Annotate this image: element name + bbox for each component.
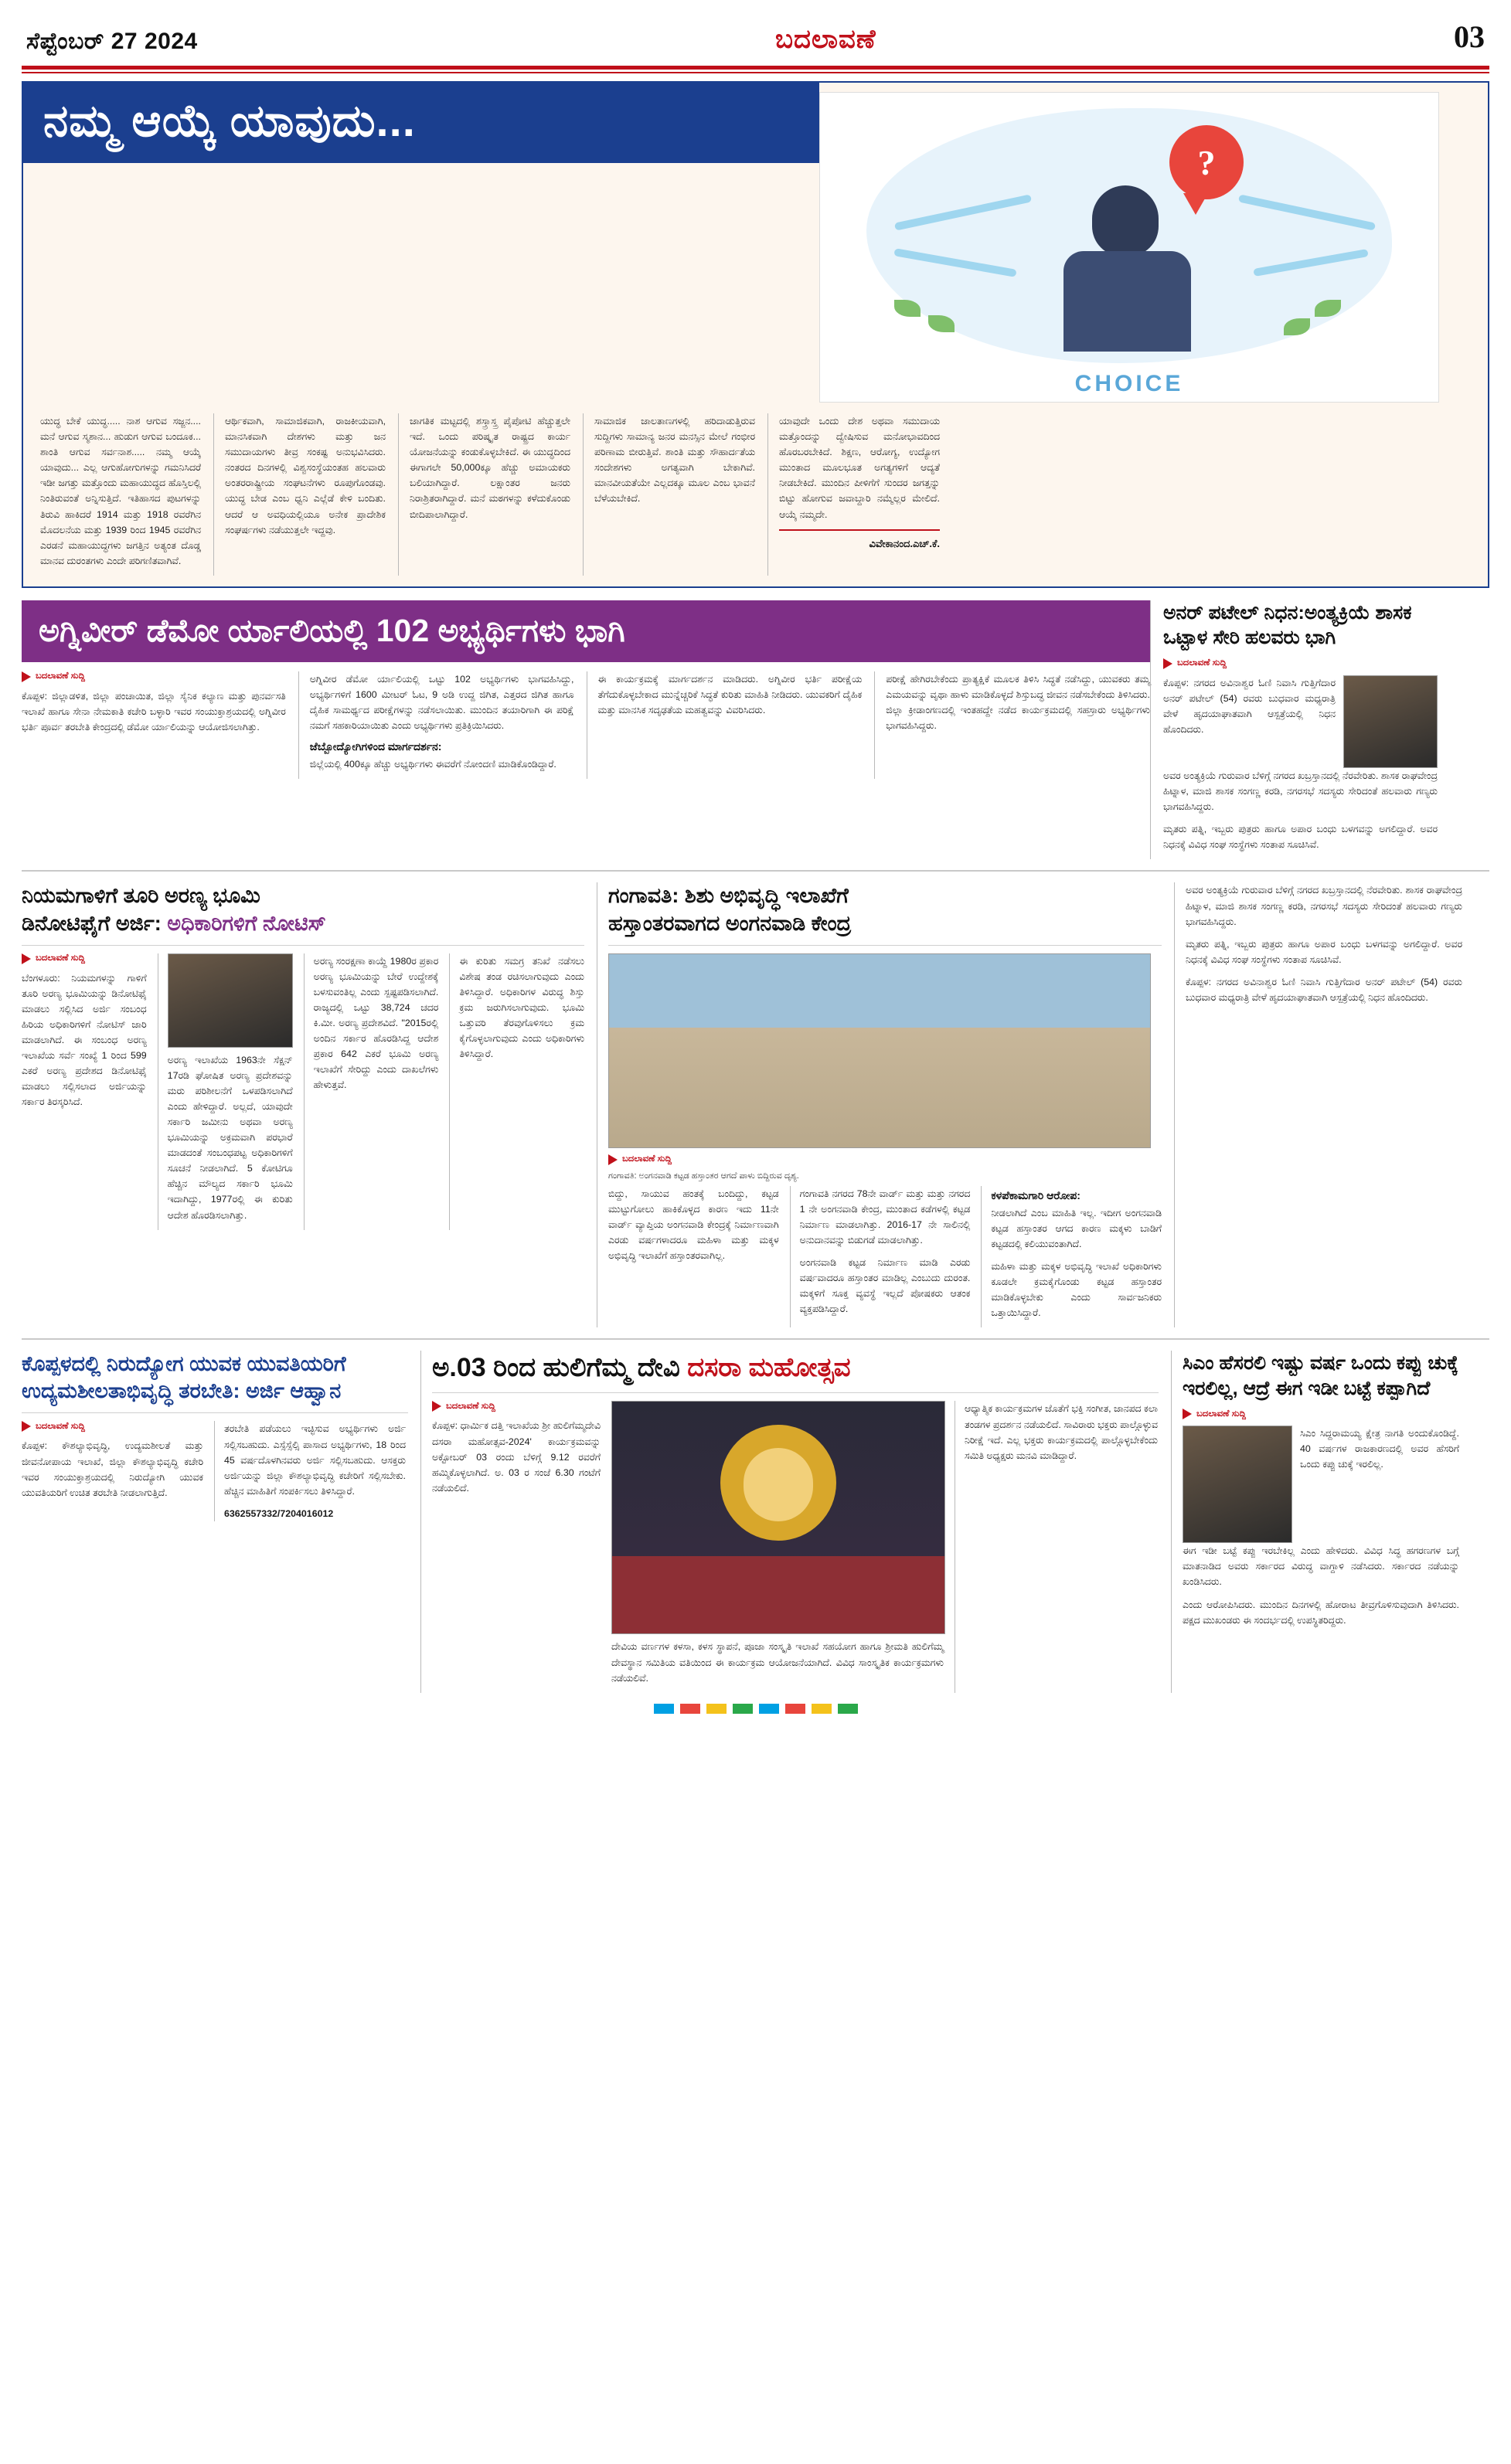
- forest-rule: [22, 945, 584, 946]
- cm-text-1: ಸಿಎಂ ಸಿದ್ದರಾಮಯ್ಯ ಕ್ಷೇತ್ರ ನಾಗತಿ ಅಂದುಕೊಂಡಿದ್ದೆ. 40 ವರ್ಷಗಳ ರಾಜಕಾರಣದಲ್ಲಿ ಅವರ ಹೆಸರಿಗೆ ಒಂದು ಕಪ್ಪು ಚುಕ್ಕೆ ಇರಲಿಲ್ಲ.: [1300, 1428, 1459, 1470]
- training-phone: 6362557332/7204016012: [224, 1507, 334, 1519]
- dasara-col-3-text: ಆಧ್ಯಾತ್ಮಿಕ ಕಾರ್ಯಕ್ರಮಗಳ ಜೊತೆಗೆ ಭಕ್ತಿ ಸಂಗೀತ, ಜಾನಪದ ಕಲಾ ತಂಡಗಳ ಪ್ರದರ್ಶನ ನಡೆಯಲಿದೆ. ಸಾವಿರಾರು ಭಕ್ತರು ಪಾಲ್ಗೊಳ್ಳುವ ನಿರೀಕ್ಷೆ ಇದೆ. ಎಲ್ಲ ಭಕ್ತರು ಕಾರ್ಯಕ್ರಮದಲ್ಲಿ ಪಾಲ್ಗೊಳ್ಳಬೇಕೆಂದು ಸಮಿತಿ ಅಧ್ಯಕ್ಷರು ಮನವಿ ಮಾಡಿದ್ದಾರೆ.: [965, 1403, 1158, 1461]
- byline-triangle-icon: [608, 1154, 618, 1165]
- lead-col-5: [767, 413, 940, 576]
- training-col-1-text: ಕೊಪ್ಪಳ: ಕೌಶಲ್ಯಾಭಿವೃದ್ಧಿ, ಉದ್ಯಮಶೀಲತೆ ಮತ್ತು ಜೀವನೋಪಾಯ ಇಲಾಖೆ, ಜಿಲ್ಲಾ ಕೌಶಲ್ಯಾಭಿವೃದ್ಧಿ ಕಚೇರಿ ಇವರ ಸಂಯುಕ್ತಾಶ್ರಯದಲ್ಲಿ ನಿರುದ್ಯೋಗಿ ಯುವಕ ಯುವತಿಯರಿಗೆ ಉಚಿತ ತರಬೇತಿ ನೀಡಲಾಗುತ್ತಿದೆ.: [22, 1440, 203, 1498]
- anar-patel-byline: [1163, 658, 1438, 669]
- forest-headline-line2: [22, 910, 584, 937]
- dasara-story: [420, 1351, 1159, 1692]
- agniveer-col-2: [298, 671, 574, 779]
- right-rail-text-3: ಕೊಪ್ಪಳ: ನಗರದ ಅವಿನಾಶ್ವರ ಓಣಿ ನಿವಾಸಿ ಗುತ್ತಿಗೆದಾರ ಅನರ್ ಪಟೇಲ್ (54) ರವರು ಬುಧವಾರ ಮಧ್ಯರಾತ್ರಿ ವೇಳೆ ಹೃದಯಾಘಾತವಾಗಿ ಆಸ್ಪತ್ರೆಯಲ್ಲಿ ನಿಧನ ಹೊಂದಿದರು.: [1186, 976, 1462, 1003]
- forest-col-4-text: ಈ ಕುರಿತು ಸಮಗ್ರ ತನಿಖೆ ನಡೆಸಲು ವಿಶೇಷ ತಂಡ ರಚಿಸಲಾಗುವುದು ಎಂದು ತಿಳಿಸಿದ್ದಾರೆ. ಅಧಿಕಾರಿಗಳ ವಿರುದ್ಧ ಶಿಸ್ತು ಕ್ರಮ ಜರುಗಿಸಲಾಗುವುದು. ಭೂಮಿ ಒತ್ತುವರಿ ತೆರವುಗೊಳಿಸಲು ಕ್ರಮ ಕೈಗೊಳ್ಳಲಾಗುವುದು ಎಂದು ಅಧಿಕಾರಿಗಳು ತಿಳಿಸಿದ್ದಾರೆ.: [459, 955, 585, 1060]
- forest-story: [22, 882, 584, 1327]
- agniveer-col-3-text: ಈ ಕಾರ್ಯಕ್ರಮಕ್ಕೆ ಮಾರ್ಗದರ್ಶನ ಮಾಡಿದರು. ಅಗ್ನಿವೀರ ಭರ್ತಿ ಪರೀಕ್ಷೆಯ ತೆಗೆದುಕೊಳ್ಳಬೇಕಾದ ಮುನ್ನೆಚ್ಚರಿಕೆ ಸಿದ್ಧತೆ ಕುರಿತು ಮಾಹಿತಿ ನೀಡಿದರು. ಯುವಕರಿಗೆ ದೈಹಿಕ ಮತ್ತು ಮಾನಸಿಕ ಸದೃಢತೆಯ ಮಹತ್ವವನ್ನು ವಿವರಿಸಿದರು.: [597, 673, 863, 716]
- lead-columns: [23, 403, 1488, 576]
- masthead-date: ಸೆಪ್ಟೆಂಬರ್ 27 2024: [26, 29, 198, 54]
- cm-text-2: ಈಗ ಇಡೀ ಬಟ್ಟೆ ಕಪ್ಪು ಇರಬೇಕಿಲ್ಲ ಎಂದು ಹೇಳಿದರು. ವಿವಿಧ ಸಿದ್ಧ ಹಗರಣಗಳ ಬಗ್ಗೆ ಮಾತನಾಡಿದ ಅವರು ಸರ್ಕಾರದ ವಿರುದ್ಧ ವಾಗ್ದಾಳಿ ನಡೆಸಿದರು. ಸರ್ಕಾರದ ನಡೆಯನ್ನು ಖಂಡಿಸಿದರು.: [1183, 1545, 1459, 1588]
- anganwadi-col-3: [981, 1186, 1162, 1328]
- footer-color-chip: [654, 1704, 674, 1714]
- cm-story: [1171, 1351, 1459, 1692]
- dasara-col-1-text: ಕೊಪ್ಪಳ: ಧಾರ್ಮಿಕ ದತ್ತಿ ಇಲಾಖೆಯ ಶ್ರೀ ಹುಲಿಗೆಮ್ಮದೇವಿ ದಸರಾ ಮಹೋತ್ಸವ-2024' ಕಾರ್ಯಕ್ರಮವನ್ನು ಅಕ್ಟೋಬರ್ 03 ರಂದು ಬೆಳಿಗ್ಗೆ 9.12 ರವರೆಗೆ ಹಮ್ಮಿಕೊಳ್ಳಲಾಗಿದೆ. ಅ. 03 ರ ಸಂಜೆ 6.30 ಗಂಟೆಗೆ ನಡೆಯಲಿದೆ.: [432, 1420, 601, 1494]
- anar-patel-headline: ಅನರ್ ಪಟೇಲ್ ನಿಧನ:ಅಂತ್ಯಕ್ರಿಯೆ ಶಾಸಕ ಒಟ್ಟಾಳ ಸೇರಿ ಹಲವರು ಭಾಗಿ: [1163, 601, 1412, 649]
- byline-label: ಬದಲಾವಣೆ ಸುದ್ದಿ: [1196, 1409, 1246, 1419]
- cm-text-3: ಎಂದು ಆರೋಪಿಸಿದರು. ಮುಂದಿನ ದಿನಗಳಲ್ಲಿ ಹೋರಾಟ ತೀವ್ರಗೊಳಿಸುವುದಾಗಿ ತಿಳಿಸಿದರು. ಪಕ್ಷದ ಮುಖಂಡರು ಈ ಸಂದರ್ಭದಲ್ಲಿ ಉಪಸ್ಥಿತರಿದ್ದರು.: [1183, 1599, 1459, 1626]
- dasara-headline: [432, 1351, 1159, 1385]
- forest-col-3-text: ಅರಣ್ಯ ಸಂರಕ್ಷಣಾ ಕಾಯ್ದೆ 1980ರ ಪ್ರಕಾರ ಅರಣ್ಯ ಭೂಮಿಯನ್ನು ಬೇರೆ ಉದ್ದೇಶಕ್ಕೆ ಬಳಸುವಂತಿಲ್ಲ ಎಂದು ಸ್ಪಷ್ಟಪಡಿಸಲಾಗಿದೆ. ರಾಜ್ಯದಲ್ಲಿ ಒಟ್ಟು 38,724 ಚದರ ಕಿ.ಮೀ. ಅರಣ್ಯ ಪ್ರದೇಶವಿದೆ. "2015ರಲ್ಲಿ ಅಂದಿನ ಸರ್ಕಾರ ಹೊರಡಿಸಿದ್ದ ಆದೇಶ ಪ್ರಕಾರ 642 ಎಕರೆ ಭೂಮಿ ಅರಣ್ಯ ಇಲಾಖೆಗೆ ಸೇರಿದ್ದು ಎಂದು ದಾಖಲೆಗಳು ಹೇಳುತ್ತವೆ.: [313, 955, 439, 1091]
- lead-col-3: [398, 413, 570, 576]
- anganwadi-col-5-text: ಮಹಿಳಾ ಮತ್ತು ಮಕ್ಕಳ ಅಭಿವೃದ್ಧಿ ಇಲಾಖೆ ಅಧಿಕಾರಿಗಳು ಕೂಡಲೇ ಕ್ರಮಕೈಗೊಂಡು ಕಟ್ಟಡ ಹಸ್ತಾಂತರ ಮಾಡಿಕೊಳ್ಳಬೇಕು ಎಂದು ಸಾರ್ವಜನಿಕರು ಒತ್ತಾಯಿಸಿದ್ದಾರೆ.: [991, 1260, 1162, 1319]
- dasara-col-3: [955, 1401, 1158, 1692]
- agniveer-col-4: [874, 671, 1150, 779]
- anganwadi-headline-line2: ಹಸ್ತಾಂತರವಾಗದ ಅಂಗನವಾಡಿ ಕೇಂದ್ರ: [608, 911, 852, 935]
- forest-headline-l2b: ಅಧಿಕಾರಿಗಳಿಗೆ ನೋಟಿಸ್: [167, 911, 326, 935]
- anganwadi-rule: [608, 945, 1162, 946]
- lead-illustration: ? CHOICE: [819, 92, 1439, 403]
- right-rail: [1150, 600, 1438, 859]
- agniveer-col-3: [587, 671, 863, 779]
- anganwadi-col-3-text: ಅಂಗನವಾಡಿ ಕಟ್ಟಡ ನಿರ್ಮಾಣ ಮಾಡಿ ಎರಡು ವರ್ಷವಾದರೂ ಹಸ್ತಾಂತರ ಮಾಡಿಲ್ಲ ಎಂಬುದು ದುರಂತ. ಮಕ್ಕಳಿಗೆ ಸೂಕ್ತ ವ್ಯವಸ್ಥೆ ಇಲ್ಲದೆ ಪೋಷಕರು ಆತಂಕ ವ್ಯಕ್ತಪಡಿಸಿದ್ದಾರೆ.: [799, 1256, 971, 1315]
- lead-col-5-text: ಯಾವುದೇ ಒಂದು ದೇಶ ಅಥವಾ ಸಮುದಾಯ ಮತ್ತೊಂದನ್ನು ದ್ವೇಷಿಸುವ ಮನೋಭಾವದಿಂದ ಹೊರಬರಬೇಕಿದೆ. ಶಿಕ್ಷಣ, ಆರೋಗ್ಯ, ಉದ್ಯೋಗ ಮುಂತಾದ ಮೂಲಭೂತ ಅಗತ್ಯಗಳಿಗೆ ಆದ್ಯತೆ ನೀಡಬೇಕಿದೆ. ಮುಂದಿನ ಪೀಳಿಗೆಗೆ ಸುಂದರ ಜಗತ್ತನ್ನು ಬಿಟ್ಟು ಹೋಗುವ ಜವಾಬ್ದಾರಿ ನಮ್ಮೆಲ್ಲರ ಮೇಲಿದೆ. ಆಯ್ಕೆ ನಮ್ಮದೇ.: [779, 416, 940, 520]
- section-divider-1: [22, 870, 1489, 872]
- cm-headline: ಸಿಎಂ ಹೆಸರಲಿ ಇಷ್ಟು ವರ್ಷ ಒಂದು ಕಪ್ಪು ಚುಕ್ಕೆ ಇರಲಿಲ್ಲ, ಆದ್ರೆ ಈಗ ಇಡೀ ಬಟ್ಟೆ ಕಪ್ಪಾಗಿದೆ: [1183, 1352, 1458, 1399]
- dasara-byline: [432, 1401, 601, 1412]
- cm-photo: [1183, 1426, 1292, 1543]
- lead-col-2: [213, 413, 386, 576]
- lead-col-4: [583, 413, 755, 576]
- masthead-title: ಬದಲಾವಣೆ: [775, 25, 876, 54]
- forest-official-photo: [168, 953, 293, 1048]
- anganwadi-sub-head: ಕಳಪೆಕಾಮಗಾರಿ ಆರೋಪ:: [991, 1188, 1081, 1201]
- training-rule: [22, 1412, 408, 1413]
- footer-color-chip: [706, 1704, 727, 1714]
- credit-rule: [779, 529, 940, 531]
- training-col-2: [214, 1421, 406, 1521]
- agniveer-col-1-text: ಕೊಪ್ಪಳ: ಜಿಲ್ಲಾಡಳಿತ, ಜಿಲ್ಲಾ ಪಂಚಾಯಿತ, ಜಿಲ್ಲಾ ಸೈನಿಕ ಕಲ್ಯಾಣ ಮತ್ತು ಪುನರ್ವಸತಿ ಇಲಾಖೆ ಹಾಗೂ ಸೇನಾ ನೇಮಕಾತಿ ಕಚೇರಿ ಬಳ್ಳಾರಿ ಇವರ ಸಂಯುಕ್ತಾಶ್ರಯದಲ್ಲಿ ಅಗ್ನಿವೀರ ಭರ್ತಿ ಪೂರ್ವ ತರಬೇತಿ ಕೇಂದ್ರದಲ್ಲಿ ಡೆಮೋ ರ್ಯಾಲಿಯನ್ನು ಆಯೋಜಿಸಲಾಗಿತ್ತು.: [22, 690, 286, 733]
- footer-color-chip: [759, 1704, 779, 1714]
- forest-col-1-text: ಬೆಂಗಳೂರು: ನಿಯಮಗಳನ್ನು ಗಾಳಿಗೆ ತೂರಿ ಅರಣ್ಯ ಭೂಮಿಯನ್ನು ಡಿನೋಟಿಫೈ ಮಾಡಲು ಸಲ್ಲಿಸಿದ ಅರ್ಜಿ ಸಂಬಂಧ ಹಿರಿಯ ಅಧಿಕಾರಿಗಳಿಗೆ ನೋಟಿಸ್ ಜಾರಿ ಮಾಡಲಾಗಿದೆ. ಈ ಸಂಬಂಧ ಅರಣ್ಯ ಇಲಾಖೆಯ ಸರ್ವೆ ಸಂಖ್ಯೆ 1 ರಿಂದ 599 ಎಕರೆ ಅರಣ್ಯ ಪ್ರದೇಶದ ಡಿನೋಟಿಫೈ ಮಾಡಲು ಸಲ್ಲಿಸಲಾದ ಅರ್ಜಿಯನ್ನು ಸರ್ಕಾರ ತಿರಸ್ಕರಿಸಿದೆ.: [22, 972, 147, 1108]
- forest-headline-line1: ನಿಯಮಗಾಳಿಗೆ ತೂರಿ ಅರಣ್ಯ ಭೂಮಿ: [22, 884, 260, 908]
- footer-color-chip: [838, 1704, 858, 1714]
- agniveer-col-2-text: ಅಗ್ನಿವೀರ ಡೆಮೋ ರ್ಯಾಲಿಯಲ್ಲಿ ಒಟ್ಟು 102 ಅಭ್ಯರ್ಥಿಗಳು ಭಾಗವಹಿಸಿದ್ದು, ಅಭ್ಯರ್ಥಿಗಳಿಗೆ 1600 ಮೀಟರ್ ಓಟ, 9 ಅಡಿ ಉದ್ದ ಜಿಗಿತ, ಎತ್ತರದ ಜಿಗಿತ ಹಾಗೂ ದೈಹಿಕ ಸಾಮರ್ಥ್ಯದ ಪರೀಕ್ಷೆಗಳನ್ನು ನಡೆಸಲಾಯಿತು. ಮುಂದಿನ ತಯಾರಿಗಾಗಿ ಈ ಪರಿಕ್ಷೆ ನಮಗೆ ಸಹಕಾರಿಯಾಯಿತು ಎಂದು ಅಭ್ಯರ್ಥಿಗಳು ಪ್ರತಿಕ್ರಿಯಿಸಿದರು.: [309, 673, 574, 732]
- section-divider-2: [22, 1338, 1489, 1340]
- dasara-rule: [432, 1392, 1159, 1393]
- lead-headline: ನಮ್ಮ ಆಯ್ಕೆ ಯಾವುದು...: [23, 83, 819, 163]
- lead-story: [22, 81, 1489, 588]
- dasara-headline-a: ಅ.03 ರಿಂದ ಹುಲಿಗೆಮ್ಮ ದೇವಿ: [432, 1353, 680, 1383]
- dasara-deity-photo: [611, 1401, 945, 1634]
- cm-byline: [1183, 1409, 1459, 1419]
- middle-band: [22, 882, 1489, 1327]
- page-number: 03: [1453, 19, 1485, 54]
- forest-byline: [22, 953, 147, 964]
- footer-color-chip: [812, 1704, 832, 1714]
- byline-triangle-icon: [1163, 658, 1172, 669]
- byline-label: ಬದಲಾವಣೆ ಸುದ್ದಿ: [36, 671, 85, 681]
- dasara-headline-b: ದಸರಾ ಮಹೋತ್ಸವ: [687, 1353, 851, 1383]
- footer-color-chip: [785, 1704, 805, 1714]
- masthead: [0, 0, 1511, 61]
- anganwadi-headline-line1: ಗಂಗಾವತಿ: ಶಿಶು ಅಭಿವೃದ್ಧಿ ಇಲಾಖೆಗೆ: [608, 884, 849, 908]
- anganwadi-col-2-text: ಗಂಗಾವತಿ ನಗರದ 78ನೇ ವಾರ್ಡ್ ಮತ್ತು ಮತ್ತು ನಗರದ 1 ನೇ ಅಂಗನವಾಡಿ ಕೇಂದ್ರ, ಮುಂತಾದ ಕಡೆಗಳಲ್ಲಿ ಕಟ್ಟಡ ನಿರ್ಮಾಣ ಮಾಡಲಾಗಿತ್ತು. 2016-17 ನೇ ಸಾಲಿನಲ್ಲಿ ಅನುದಾನವನ್ನು ಬಿಡುಗಡೆ ಮಾಡಲಾಗಿತ್ತು.: [799, 1188, 971, 1246]
- forest-col-2-text: ಅರಣ್ಯ ಇಲಾಖೆಯ 1963ನೇ ಸೆಕ್ಷನ್ 17ರಡಿ ಘೋಷಿತ ಅರಣ್ಯ ಪ್ರದೇಶವನ್ನು ಮರು ಪರಿಶೀಲನೆಗೆ ಒಳಪಡಿಸಲಾಗಿದೆ ಎಂದು ಹೇಳಿದ್ದಾರೆ. ಅಲ್ಲದೆ, ಯಾವುದೇ ಸರ್ಕಾರಿ ಜಮೀನು ಅಥವಾ ಅರಣ್ಯ ಭೂಮಿಯನ್ನು ಅಕ್ರಮವಾಗಿ ಪರಭಾರೆ ಮಾಡದಂತೆ ಸಂಬಂಧಪಟ್ಟ ಅಧಿಕಾರಿಗಳಿಗೆ ಸೂಚನೆ ನೀಡಲಾಗಿದೆ. 5 ಕೋಟಿಗೂ ಹೆಚ್ಚಿನ ಮೌಲ್ಯದ ಸರ್ಕಾರಿ ಭೂಮಿ ಇದಾಗಿದ್ದು, 1977ರಲ್ಲಿ ಈ ಕುರಿತು ಆದೇಶ ಹೊರಡಿಸಲಾಗಿತ್ತು.: [167, 1054, 293, 1221]
- footer-color-bars: [0, 1693, 1511, 1726]
- agniveer-sub-head: ಜೆಬ್ಬೋದ್ಯೋಗಿಗಳಿಂದ ಮಾರ್ಗದರ್ಶನ:: [309, 740, 442, 753]
- byline-triangle-icon: [22, 671, 31, 682]
- training-headline: ಕೊಪ್ಪಳದಲ್ಲಿ ನಿರುದ್ಯೋಗ ಯುವಕ ಯುವತಿಯರಿಗೆ ಉದ್ಯಮಶೀಲತಾಭಿವೃದ್ಧಿ ತರಬೇತಿ: ಅರ್ಜಿ ಆಹ್ವಾನ: [22, 1352, 346, 1403]
- agniveer-banner: ಅಗ್ನಿವೀರ್ ಡೆಮೋ ರ್ಯಾಲಿಯಲ್ಲಿ 102 ಅಭ್ಯರ್ಥಿಗಳು ಭಾಗಿ: [22, 600, 1150, 662]
- training-col-2-text: ತರಬೇತಿ ಪಡೆಯಲು ಇಚ್ಛಿಸುವ ಅಭ್ಯರ್ಥಿಗಳು ಅರ್ಜಿ ಸಲ್ಲಿಸಬಹುದು. ಎಸ್ಸೆಸ್ಸೆಲ್ಸಿ ಪಾಸಾದ ಅಭ್ಯರ್ಥಿಗಳು, 18 ರಿಂದ 45 ವರ್ಷದೊಳಗಿನವರು ಅರ್ಜಿ ಸಲ್ಲಿಸಬಹುದು. ಆಸಕ್ತರು ಅರ್ಜಿಯನ್ನು ಜಿಲ್ಲಾ ಕೌಶಲ್ಯಾಭಿವೃದ್ಧಿ ಕಚೇರಿಗೆ ಸಲ್ಲಿಸಬೇಕು. ಹೆಚ್ಚಿನ ಮಾಹಿತಿಗೆ ಸಂಪರ್ಕಿಸಲು ತಿಳಿಸಿದ್ದಾರೆ.: [224, 1423, 406, 1497]
- byline-label: ಬದಲಾವಣೆ ಸುದ್ದಿ: [446, 1401, 495, 1411]
- byline-triangle-icon: [22, 953, 31, 964]
- footer-color-chip: [733, 1704, 753, 1714]
- byline-label: ಬದಲಾವಣೆ ಸುದ್ದಿ: [36, 1421, 85, 1431]
- dasara-col-2-text: ದೇವಿಯ ವರ್ಣಗಳ ಕಳಸಾ, ಕಳಸ ಸ್ಥಾಪನೆ, ಪೂಜಾ ಸಂಸ್ಕೃತಿ ಇಲಾಖೆ ಸಹಯೋಗ ಹಾಗೂ ಶ್ರೀಮತಿ ಹುಲಿಗೆಮ್ಮ ದೇವಸ್ಥಾನ ಸಮಿತಿಯ ವತಿಯಿಂದ ಈ ಕಾರ್ಯಕ್ರಮ ಆಯೋಜನೆಯಾಗಿದೆ. ವಿವಿಧ ಸಾಂಸ್ಕೃತಿಕ ಕಾರ್ಯಕ್ರಮಗಳು ನಡೆಯಲಿವೆ.: [611, 1641, 944, 1684]
- anganwadi-byline: [608, 1154, 1162, 1165]
- masthead-rule: [22, 66, 1489, 70]
- byline-label: ಬದಲಾವಣೆ ಸುದ್ದಿ: [1177, 658, 1227, 668]
- footer-color-chip: [680, 1704, 700, 1714]
- masthead-rule-thin: [22, 72, 1489, 73]
- anganwadi-col-2: [790, 1186, 971, 1328]
- illustration-label: CHOICE: [1074, 371, 1184, 396]
- right-rail-continued: [1174, 882, 1462, 1327]
- anganwadi-col-1-text: ಬಿದ್ದು, ಸಾಯುವ ಹಂತಕ್ಕೆ ಬಂದಿದ್ದು, ಕಟ್ಟಡ ಮುಟ್ಟುಗೋಲು ಹಾಕಿಕೊಳ್ಳದ ಕಾರಣ ಇದು 11ನೇ ವಾರ್ಡ್ ವ್ಯಾಪ್ತಿಯ ಅಂಗನವಾಡಿ ಕೇಂದ್ರಕ್ಕೆ ನಿರ್ಮಾಣವಾಗಿ ಎರಡು ವರ್ಷಗಳಾದರೂ ಮಹಿಳಾ ಮತ್ತು ಮಕ್ಕಳ ಅಭಿವೃದ್ಧಿ ಇಲಾಖೆಗೆ ಹಸ್ತಾಂತರವಾಗಿಲ್ಲ.: [608, 1188, 779, 1261]
- dasara-photo-wrap: [611, 1401, 944, 1692]
- agniveer-sub-text: ಜಿಲ್ಲೆಯಲ್ಲಿ 400ಕ್ಕೂ ಹೆಚ್ಚು ಅಭ್ಯರ್ಥಿಗಳು ಈವರೆಗೆ ನೋಂದಣಿ ಮಾಡಿಕೊಂಡಿದ್ದಾರೆ.: [309, 759, 556, 770]
- anar-patel-text-2: ಅವರ ಅಂತ್ಯಕ್ರಿಯೆ ಗುರುವಾರ ಬೆಳಿಗ್ಗೆ ನಗರದ ಖಬ್ರಸ್ತಾನದಲ್ಲಿ ನೆರವೇರಿತು. ಶಾಸಕ ರಾಘವೇಂದ್ರ ಹಿಟ್ನಾಳ, ಮಾಜಿ ಶಾಸಕ ಸಂಗಣ್ಣ ಕರಡಿ, ನಗರಸಭೆ ಸದಸ್ಯರು ಸೇರಿದಂತೆ ಹಲವಾರು ಗಣ್ಯರು ಭಾಗವಹಿಸಿದ್ದರು.: [1163, 770, 1438, 813]
- agniveer-col-4-text: ಪರೀಕ್ಷೆ ಹೇಗಿರಬೇಕೆಂದು ಪ್ರಾತ್ಯಕ್ಷಿಕೆ ಮೂಲಕ ತಿಳಿಸಿ ಸಿದ್ಧತೆ ನಡೆಸಿದ್ದು, ಯುವಕರು ತಮ್ಮ ಎಮಯವನ್ನು ವೃಥಾ ಹಾಳು ಮಾಡಿಕೊಳ್ಳದೆ ಶಿಸ್ತುಬದ್ಧ ಜೀವನ ನಡೆಸಬೇಕೆಂದು ತಿಳಿಸಿದರು. ಜಿಲ್ಲಾ ಕ್ರೀಡಾಂಗಣದಲ್ಲಿ ಇಂತಹದ್ದೇ ನಡೆದ ಕಾರ್ಯಕ್ರಮದಲ್ಲಿ ಸಹಸ್ರಾರು ಅಭ್ಯರ್ಥಿಗಳು ಭಾಗವಹಿಸಿದ್ದರು.: [886, 673, 1150, 732]
- agniveer-byline: [22, 671, 286, 682]
- lead-top: [23, 83, 1488, 403]
- anar-patel-text-3: ಮೃತರು ಪತ್ನಿ, ಇಬ್ಬರು ಪುತ್ರರು ಹಾಗೂ ಅಪಾರ ಬಂಧು ಬಳಗವನ್ನು ಅಗಲಿದ್ದಾರೆ. ಅವರ ನಿಧನಕ್ಕೆ ವಿವಿಧ ಸಂಘ ಸಂಸ್ಥೆಗಳು ಸಂತಾಪ ಸೂಚಿಸಿವೆ.: [1163, 824, 1438, 851]
- agniveer-section: [22, 600, 1489, 859]
- lead-credit: ವಿವೇಕಾನಂದ.ಎಚ್.ಕೆ.: [869, 537, 940, 549]
- anganwadi-photo-caption: ಗಂಗಾವತಿ: ಅಂಗನವಾಡಿ ಕಟ್ಟಡ ಹಸ್ತಾಂತರ ಆಗದೆ ಪಾಳು ಬಿದ್ದಿರುವ ದೃಶ್ಯ.: [608, 1171, 799, 1181]
- byline-label: ಬದಲಾವಣೆ ಸುದ್ದಿ: [622, 1154, 672, 1164]
- forest-col-2: [158, 953, 293, 1230]
- lead-col-4-text: ಸಾಮಾಜಿಕ ಜಾಲತಾಣಗಳಲ್ಲಿ ಹರಿದಾಡುತ್ತಿರುವ ಸುದ್ದಿಗಳು ಸಾಮಾನ್ಯ ಜನರ ಮನಸ್ಸಿನ ಮೇಲೆ ಗಂಭೀರ ಪರಿಣಾಮ ಬೀರುತ್ತಿವೆ. ಶಾಂತಿ ಮತ್ತು ಸೌಹಾರ್ದತೆಯ ಸಂದೇಶಗಳು ಅಗತ್ಯವಾಗಿ ಬೇಕಾಗಿವೆ. ಮಾನವೀಯತೆಯೇ ಎಲ್ಲದಕ್ಕೂ ಮೂಲ ಎಂಬ ಭಾವನೆ ಬೆಳೆಯಬೇಕಿದೆ.: [594, 416, 755, 505]
- bottom-band: [22, 1351, 1489, 1692]
- byline-label: ಬದಲಾವಣೆ ಸುದ್ದಿ: [36, 953, 85, 964]
- right-rail-text-1: ಅವರ ಅಂತ್ಯಕ್ರಿಯೆ ಗುರುವಾರ ಬೆಳಿಗ್ಗೆ ನಗರದ ಖಬ್ರಸ್ತಾನದಲ್ಲಿ ನೆರವೇರಿತು. ಶಾಸಕ ರಾಘವೇಂದ್ರ ಹಿಟ್ನಾಳ, ಮಾಜಿ ಶಾಸಕ ಸಂಗಣ್ಣ ಕರಡಿ, ನಗರಸಭೆ ಸದಸ್ಯರು ಸೇರಿದಂತೆ ಹಲವಾರು ಗಣ್ಯರು ಭಾಗವಹಿಸಿದ್ದರು.: [1186, 885, 1462, 927]
- training-byline: [22, 1421, 203, 1432]
- lead-col-1-text: ಯುದ್ಧ ಬೇಕೆ ಯುದ್ಧ..... ನಾಶ ಆಗುವ ಸಜ್ಜನ.... ಮನೆ ಆಗುವ ಸ್ಮಶಾನ... ಹುಡುಗ ಆಗುವ ಬಂದೂಕ... ಶಾಂತಿ ಆಗುವ ಸರ್ವನಾಶ..... ನಮ್ಮ ಆಯ್ಕೆ ಯಾವುದು... ಎಲ್ಲ ಆಗುಹೋಗುಗಳನ್ನು ಗಮನಿಸಿದರೆ ಇಡೀ ಜಗತ್ತು ಮತ್ತೊಂದು ಮಹಾಯುದ್ಧದ ಹೊಸ್ತಿಲಲ್ಲಿ ನಿಂತಿರುವಂತೆ ಅನ್ನಿಸುತ್ತಿದೆ. ಇತಿಹಾಸದ ಪುಟಗಳನ್ನು ತಿರುವಿ ಹಾಕಿದರೆ 1914 ಮತ್ತು 1918 ರವರೆಗಿನ ಮೊದಲನೆಯ ಮತ್ತು 1939 ರಿಂದ 1945 ರವರೆಗಿನ ಎರಡನೆ ಮಹಾಯುದ್ಧಗಳು ಜಗತ್ತಿನ ಅತ್ಯಂತ ದೊಡ್ಡ ಮಾನವ ದುರಂತಗಳು ಎಂದೇ ಪರಿಗಣಿತವಾಗಿವೆ.: [40, 416, 201, 566]
- lead-col-2-text: ಆರ್ಥಿಕವಾಗಿ, ಸಾಮಾಜಿಕವಾಗಿ, ರಾಜಕೀಯವಾಗಿ, ಮಾನಸಿಕವಾಗಿ ದೇಶಗಳು ಮತ್ತು ಜನ ಸಮುದಾಯಗಳು ತೀವ್ರ ಸಂಕಷ್ಟ ಅನುಭವಿಸಿದರು. ನಂತರದ ದಿನಗಳಲ್ಲಿ ವಿಶ್ವಸಂಸ್ಥೆಯಂತಹ ಹಲವಾರು ಅಂತರರಾಷ್ಟ್ರೀಯ ಸಂಘಟನೆಗಳು ರೂಪುಗೊಂಡವು. ಯುದ್ಧ ಬೇಡ ಎಂಬ ಧ್ವನಿ ಎಲ್ಲೆಡೆ ಕೇಳಿ ಬಂದಿತು. ಆದರೆ ಆ ಅವಧಿಯಲ್ಲಿಯೂ ಅನೇಕ ಪ್ರಾದೇಶಿಕ ಸಂಘರ್ಷಗಳು ನಡೆಯುತ್ತಲೇ ಇದ್ದವು.: [225, 416, 386, 535]
- byline-triangle-icon: [432, 1401, 441, 1412]
- byline-triangle-icon: [1183, 1409, 1192, 1419]
- anganwadi-photo: [608, 953, 1151, 1148]
- anganwadi-col-4-text: ನೀಡಲಾಗಿದೆ ಎಂಬ ಮಾಹಿತಿ ಇಲ್ಲ. ಇದೀಗ ಅಂಗನವಾಡಿ ಕಟ್ಟಡ ಹಸ್ತಾಂತರ ಆಗದ ಕಾರಣ ಮಕ್ಕಳು ಬಾಡಿಗೆ ಕಟ್ಟಡದಲ್ಲಿ ಕಲಿಯುವಂತಾಗಿದೆ.: [991, 1207, 1162, 1249]
- anar-patel-photo: [1343, 675, 1438, 768]
- forest-headline-l2a: ಡಿನೋಟಿಫೈಗೆ ಅರ್ಜಿ:: [22, 911, 162, 935]
- right-rail-text-2: ಮೃತರು ಪತ್ನಿ, ಇಬ್ಬರು ಪುತ್ರರು ಹಾಗೂ ಅಪಾರ ಬಂಧು ಬಳಗವನ್ನು ಅಗಲಿದ್ದಾರೆ. ಅವರ ನಿಧನಕ್ಕೆ ವಿವಿಧ ಸಂಘ ಸಂಸ್ಥೆಗಳು ಸಂತಾಪ ಸೂಚಿಸಿವೆ.: [1186, 938, 1462, 965]
- forest-col-4: [449, 953, 584, 1230]
- lead-col-3-text: ಜಾಗತಿಕ ಮಟ್ಟದಲ್ಲಿ ಶಸ್ತ್ರಾಸ್ತ್ರ ಪೈಪೋಟಿ ಹೆಚ್ಚುತ್ತಲೇ ಇದೆ. ಒಂದು ಪರಿಷ್ಕೃತ ರಾಷ್ಟ್ರದ ಕಾರ್ಯ ಯೋಜನೆಯನ್ನು ಕಂಡುಕೊಳ್ಳಬೇಕಿದೆ. ಈ ಯುದ್ಧದಿಂದ ಈಗಾಗಲೇ 50,000ಕ್ಕೂ ಹೆಚ್ಚು ಅಮಾಯಕರು ಬಲಿಯಾಗಿದ್ದಾರೆ. ಲಕ್ಷಾಂತರ ಜನರು ನಿರಾಶ್ರಿತರಾಗಿದ್ದಾರೆ. ಮನೆ ಮಠಗಳನ್ನು ಕಳೆದುಕೊಂಡು ಬೀದಿಪಾಲಾಗಿದ್ದಾರೆ.: [410, 416, 570, 520]
- agniveer-col-1: [22, 688, 286, 735]
- training-story: [22, 1351, 408, 1692]
- anganwadi-story: [597, 882, 1162, 1327]
- anar-patel-text-1: ಕೊಪ್ಪಳ: ನಗರದ ಅವಿನಾಶ್ವರ ಓಣಿ ನಿವಾಸಿ ಗುತ್ತಿಗೆದಾರ ಅನರ್ ಪಟೇಲ್ (54) ರವರು ಬುಧವಾರ ಮಧ್ಯರಾತ್ರಿ ವೇಳೆ ಹೃದಯಾಘಾತವಾಗಿ ಆಸ್ಪತ್ರೆಯಲ್ಲಿ ನಿಧನ ಹೊಂದಿದರು.: [1163, 677, 1336, 736]
- byline-triangle-icon: [22, 1421, 31, 1432]
- lead-col-1: [40, 413, 201, 576]
- forest-col-3: [304, 953, 439, 1230]
